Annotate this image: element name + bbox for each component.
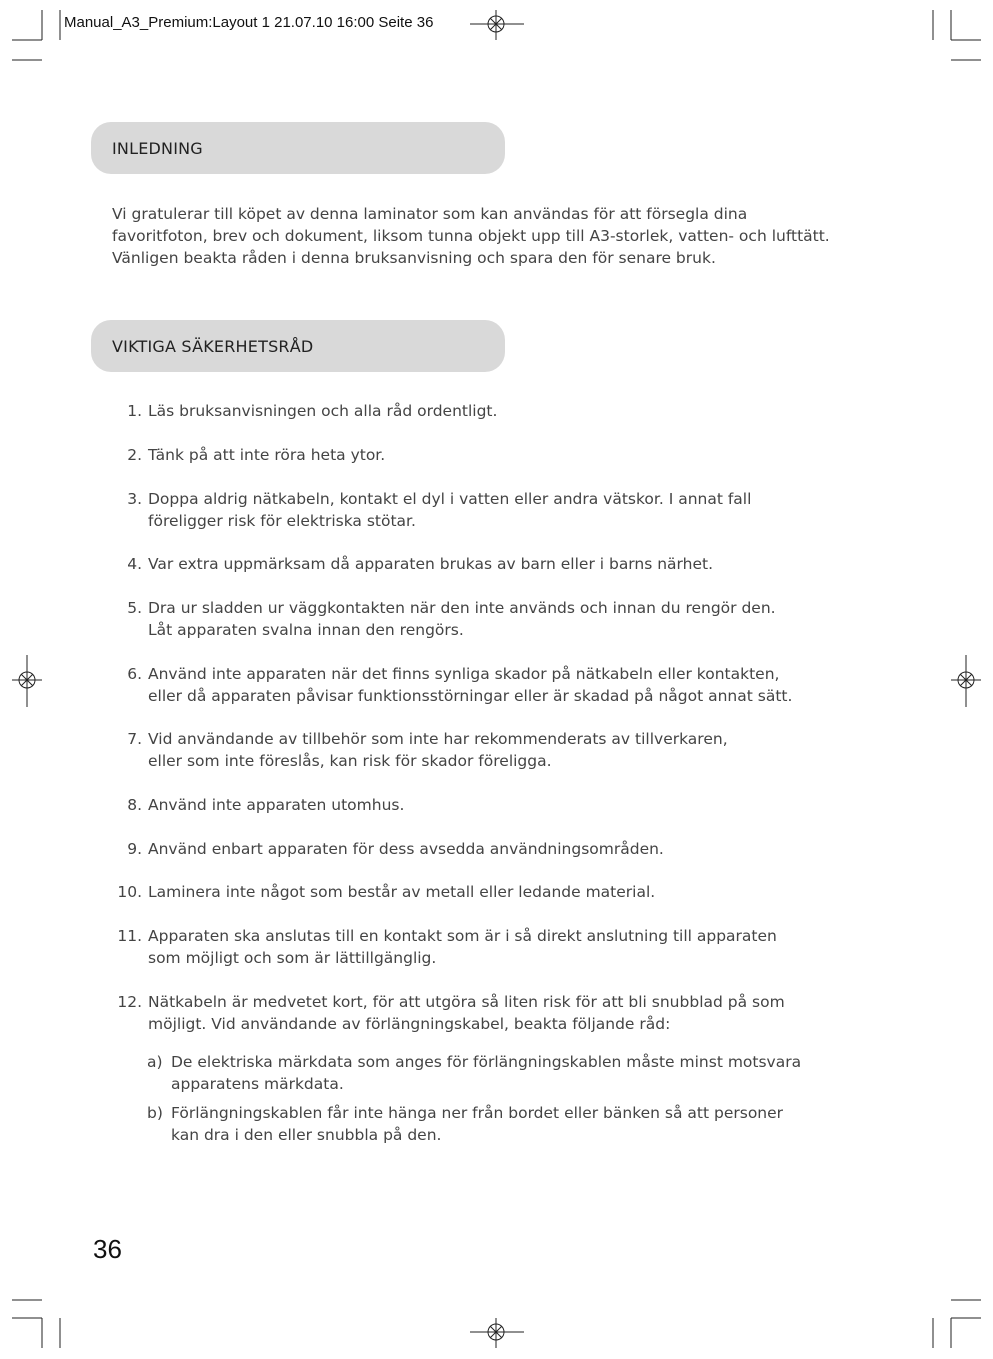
item-text: som möjligt och som är lättillgänglig. bbox=[148, 949, 437, 967]
sub-item-text: kan dra i den eller snubbla på den. bbox=[171, 1126, 442, 1144]
item-number: 7. bbox=[127, 730, 142, 748]
safety-item bbox=[100, 553, 900, 575]
item-number: 8. bbox=[127, 796, 142, 814]
item-text: Var extra uppmärksam då apparaten brukas av barn eller i barns närhet. bbox=[148, 555, 714, 573]
item-text: Låt apparaten svalna innan den rengörs. bbox=[148, 621, 464, 639]
safety-item bbox=[100, 663, 900, 707]
safety-item bbox=[100, 838, 900, 860]
sub-item-letter: b) bbox=[147, 1104, 163, 1122]
safety-item bbox=[100, 991, 900, 1035]
item-text: Tänk på att inte röra heta ytor. bbox=[148, 446, 386, 464]
safety-item bbox=[100, 881, 900, 903]
item-text: Läs bruksanvisningen och alla råd ordentligt. bbox=[148, 402, 498, 420]
item-number: 4. bbox=[127, 555, 142, 573]
item-number: 3. bbox=[127, 490, 142, 508]
intro-paragraph bbox=[112, 203, 902, 269]
item-text: möjligt. Vid användande av förlängningskabel, beakta följande råd: bbox=[148, 1015, 671, 1033]
item-number: 6. bbox=[127, 665, 142, 683]
item-text: Använd inte apparaten när det finns synliga skador på nätkabeln eller kontakten, bbox=[148, 665, 780, 683]
item-text: Apparaten ska anslutas till en kontakt som är i så direkt anslutning till apparaten bbox=[148, 927, 777, 945]
print-slug: Manual_A3_Premium:Layout 1 21.07.10 16:00 Seite 36 bbox=[64, 14, 434, 31]
sub-item-text: apparatens märkdata. bbox=[171, 1075, 344, 1093]
item-number: 5. bbox=[127, 599, 142, 617]
safety-item bbox=[100, 488, 900, 532]
sub-item-letter: a) bbox=[147, 1053, 163, 1071]
item-text: Använd enbart apparaten för dess avsedda användningsområden. bbox=[148, 840, 664, 858]
safety-item bbox=[100, 794, 900, 816]
section-header-safety: VIKTIGA SÄKERHETSRÅD bbox=[91, 320, 505, 372]
safety-item bbox=[100, 444, 900, 466]
item-number: 1. bbox=[127, 402, 142, 420]
safety-item bbox=[100, 400, 900, 422]
safety-item bbox=[100, 728, 900, 772]
item-text: Nätkabeln är medvetet kort, för att utgöra så liten risk för att bli snubblad på som bbox=[148, 993, 785, 1011]
intro-line: favoritfoton, brev och dokument, liksom tunna objekt upp till A3-storlek, vatten- och lufttätt. bbox=[112, 227, 830, 245]
item-text: Dra ur sladden ur väggkontakten när den inte används och innan du rengör den. bbox=[148, 599, 776, 617]
item-text: Doppa aldrig nätkabeln, kontakt el dyl i vatten eller andra vätskor. I annat fall bbox=[148, 490, 752, 508]
safety-sub-item bbox=[147, 1051, 907, 1095]
item-number: 12. bbox=[117, 993, 142, 1011]
item-number: 11. bbox=[117, 927, 142, 945]
item-number: 2. bbox=[127, 446, 142, 464]
section-header-intro: INLEDNING bbox=[91, 122, 505, 174]
sub-item-text: De elektriska märkdata som anges för förlängningskablen måste minst motsvara bbox=[171, 1053, 802, 1071]
item-number: 10. bbox=[117, 883, 142, 901]
item-text: Laminera inte något som består av metall eller ledande material. bbox=[148, 883, 656, 901]
safety-sub-item bbox=[147, 1102, 907, 1146]
safety-item bbox=[100, 925, 900, 969]
page-number: 36 bbox=[93, 1234, 122, 1264]
item-text: eller som inte föreslås, kan risk för skador föreligga. bbox=[148, 752, 552, 770]
sub-item-text: Förlängningskablen får inte hänga ner från bordet eller bänken så att personer bbox=[171, 1104, 784, 1122]
item-text: föreligger risk för elektriska stötar. bbox=[148, 512, 416, 530]
intro-line: Vänligen beakta råden i denna bruksanvisning och spara den för senare bruk. bbox=[112, 249, 716, 267]
item-text: Använd inte apparaten utomhus. bbox=[148, 796, 405, 814]
item-text: eller då apparaten påvisar funktionsstörningar eller är skadad på något annat sätt. bbox=[148, 687, 793, 705]
intro-line: Vi gratulerar till köpet av denna laminator som kan användas för att försegla dina bbox=[112, 205, 748, 223]
safety-item bbox=[100, 597, 900, 641]
item-text: Vid användande av tillbehör som inte har rekommenderats av tillverkaren, bbox=[148, 730, 728, 748]
item-number: 9. bbox=[127, 840, 142, 858]
